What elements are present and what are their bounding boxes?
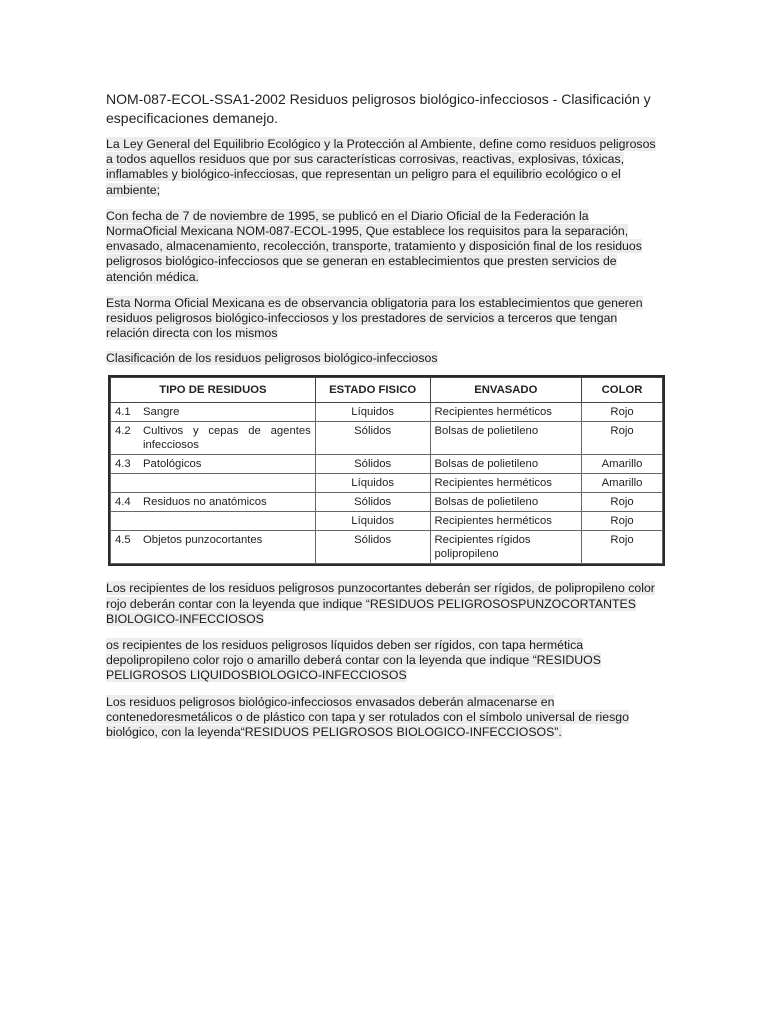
paragraph-text: Los recipientes de los residuos peligrosos punzocortantes deberán ser rígidos, de polipropileno color rojo deberán contar con la leyenda que indique “RESIDUOS PELIGROSOSPUNZOCORTANTES BIOLOGICO-INFECCIOSOS [106, 581, 655, 626]
tipo-label: Objetos punzocortantes [143, 534, 263, 547]
table-header-row [111, 378, 663, 403]
cell-estado: Sólidos [315, 455, 430, 474]
cell-color: Amarillo [582, 455, 663, 474]
row-number: 4.3 [115, 458, 131, 471]
cell-estado: Líquidos [315, 512, 430, 531]
document-page [106, 90, 662, 750]
cell-tipo [111, 474, 316, 493]
cell-tipo [111, 403, 316, 422]
cell-envasado: Bolsas de polietileno [430, 493, 582, 512]
cell-tipo [111, 512, 316, 531]
paragraph-almacenamiento [106, 694, 662, 742]
cell-tipo [111, 531, 316, 564]
cell-color: Amarillo [582, 474, 663, 493]
cell-estado: Líquidos [315, 403, 430, 422]
header-envasado: ENVASADO [430, 378, 582, 403]
cell-color: Rojo [582, 531, 663, 564]
paragraph-punzocortantes [106, 580, 662, 628]
paragraph-text: Los residuos peligrosos biológico-infecciosos envasados deberán almacenarse en contenedoresmetálicos o de plástico con tapa y ser rotulados con el símbolo universal de riesgo biológico, con la leyenda“RESIDUOS PELIGROSOS BIOLOGICO-INFECCIOSOS”. [106, 694, 629, 740]
cell-envasado: Bolsas de polietileno [430, 455, 582, 474]
tipo-label: Patológicos [143, 458, 202, 471]
row-number: 4.1 [115, 406, 131, 419]
paragraph-text: Con fecha de 7 de noviembre de 1995, se publicó en el Diario Oficial de la Federación la NormaOficial Mexicana NOM-087-ECOL-1995, Que establece los requisitos para la separación, envasado, almacenamiento, recolección, transporte, tratamiento y disposición final de los residuos peligrosos biológico-infecciosos que se generan en establecimientos que presten servicios de atención médica. [106, 208, 642, 284]
paragraph-text: Esta Norma Oficial Mexicana es de observancia obligatoria para los establecimientos que generen residuos peligrosos biológico-infecciosos y los prestadores de servicios a terceros que tengan relación directa con los mismos [106, 295, 643, 341]
cell-envasado: Recipientes herméticos [430, 474, 582, 493]
tipo-label: Residuos no anatómicos [143, 496, 267, 509]
row-number: 4.5 [115, 534, 131, 547]
cell-envasado: Recipientes herméticos [430, 403, 582, 422]
table-row [111, 474, 663, 493]
residuos-table [110, 377, 663, 564]
cell-color: Rojo [582, 512, 663, 531]
cell-estado: Sólidos [315, 493, 430, 512]
cell-color: Rojo [582, 403, 663, 422]
tipo-label: Cultivos y cepas de agentes infecciosos [143, 425, 311, 452]
paragraph-fecha-publicacion [106, 208, 662, 286]
header-color: COLOR [582, 378, 663, 403]
table-row [111, 455, 663, 474]
cell-estado: Sólidos [315, 531, 430, 564]
cell-tipo [111, 422, 316, 455]
cell-estado: Sólidos [315, 422, 430, 455]
table-row [111, 493, 663, 512]
paragraph-observancia [106, 295, 662, 343]
cell-color: Rojo [582, 422, 663, 455]
paragraph-ley-general [106, 136, 662, 199]
table-caption [106, 351, 662, 366]
paragraph-text: La Ley General del Equilibrio Ecológico y la Protección al Ambiente, define como residuos peligrosos a todos aquellos residuos que por sus características corrosivas, reactivas, explosivas, tóxicas, inflamables y biológico-infecciosas, que representan un peligro para el equilibrio ecológico o el ambiente; [106, 137, 656, 197]
header-estado: ESTADO FISICO [315, 378, 430, 403]
table-row [111, 531, 663, 564]
residuos-table-frame [108, 375, 665, 566]
row-number: 4.2 [115, 425, 131, 438]
caption-text: Clasificación de los residuos peligrosos biológico-infecciosos [106, 351, 438, 366]
cell-envasado: Recipientes herméticos [430, 512, 582, 531]
row-number: 4.4 [115, 496, 131, 509]
document-title: NOM-087-ECOL-SSA1-2002 Residuos peligrosos biológico-infecciosos - Clasificación y especificaciones demanejo. [106, 91, 651, 126]
table-row [111, 422, 663, 455]
cell-envasado: Bolsas de polietileno [430, 422, 582, 455]
cell-tipo [111, 455, 316, 474]
paragraph-text: os recipientes de los residuos peligrosos líquidos deben ser rígidos, con tapa hermética depolipropileno color rojo o amarillo deberá contar con la leyenda que indique “RESIDUOS PELIGROSOS LIQUIDOSBIOLOGICO-INFECCIOSOS [106, 638, 601, 683]
cell-envasado: Recipientes rígidos polipropileno [430, 531, 582, 564]
table-row [111, 403, 663, 422]
header-tipo: TIPO DE RESIDUOS [111, 378, 316, 403]
cell-tipo [111, 493, 316, 512]
tipo-label: Sangre [143, 406, 180, 419]
cell-estado: Líquidos [315, 474, 430, 493]
table-row [111, 512, 663, 531]
cell-color: Rojo [582, 493, 663, 512]
paragraph-liquidos [106, 637, 662, 685]
